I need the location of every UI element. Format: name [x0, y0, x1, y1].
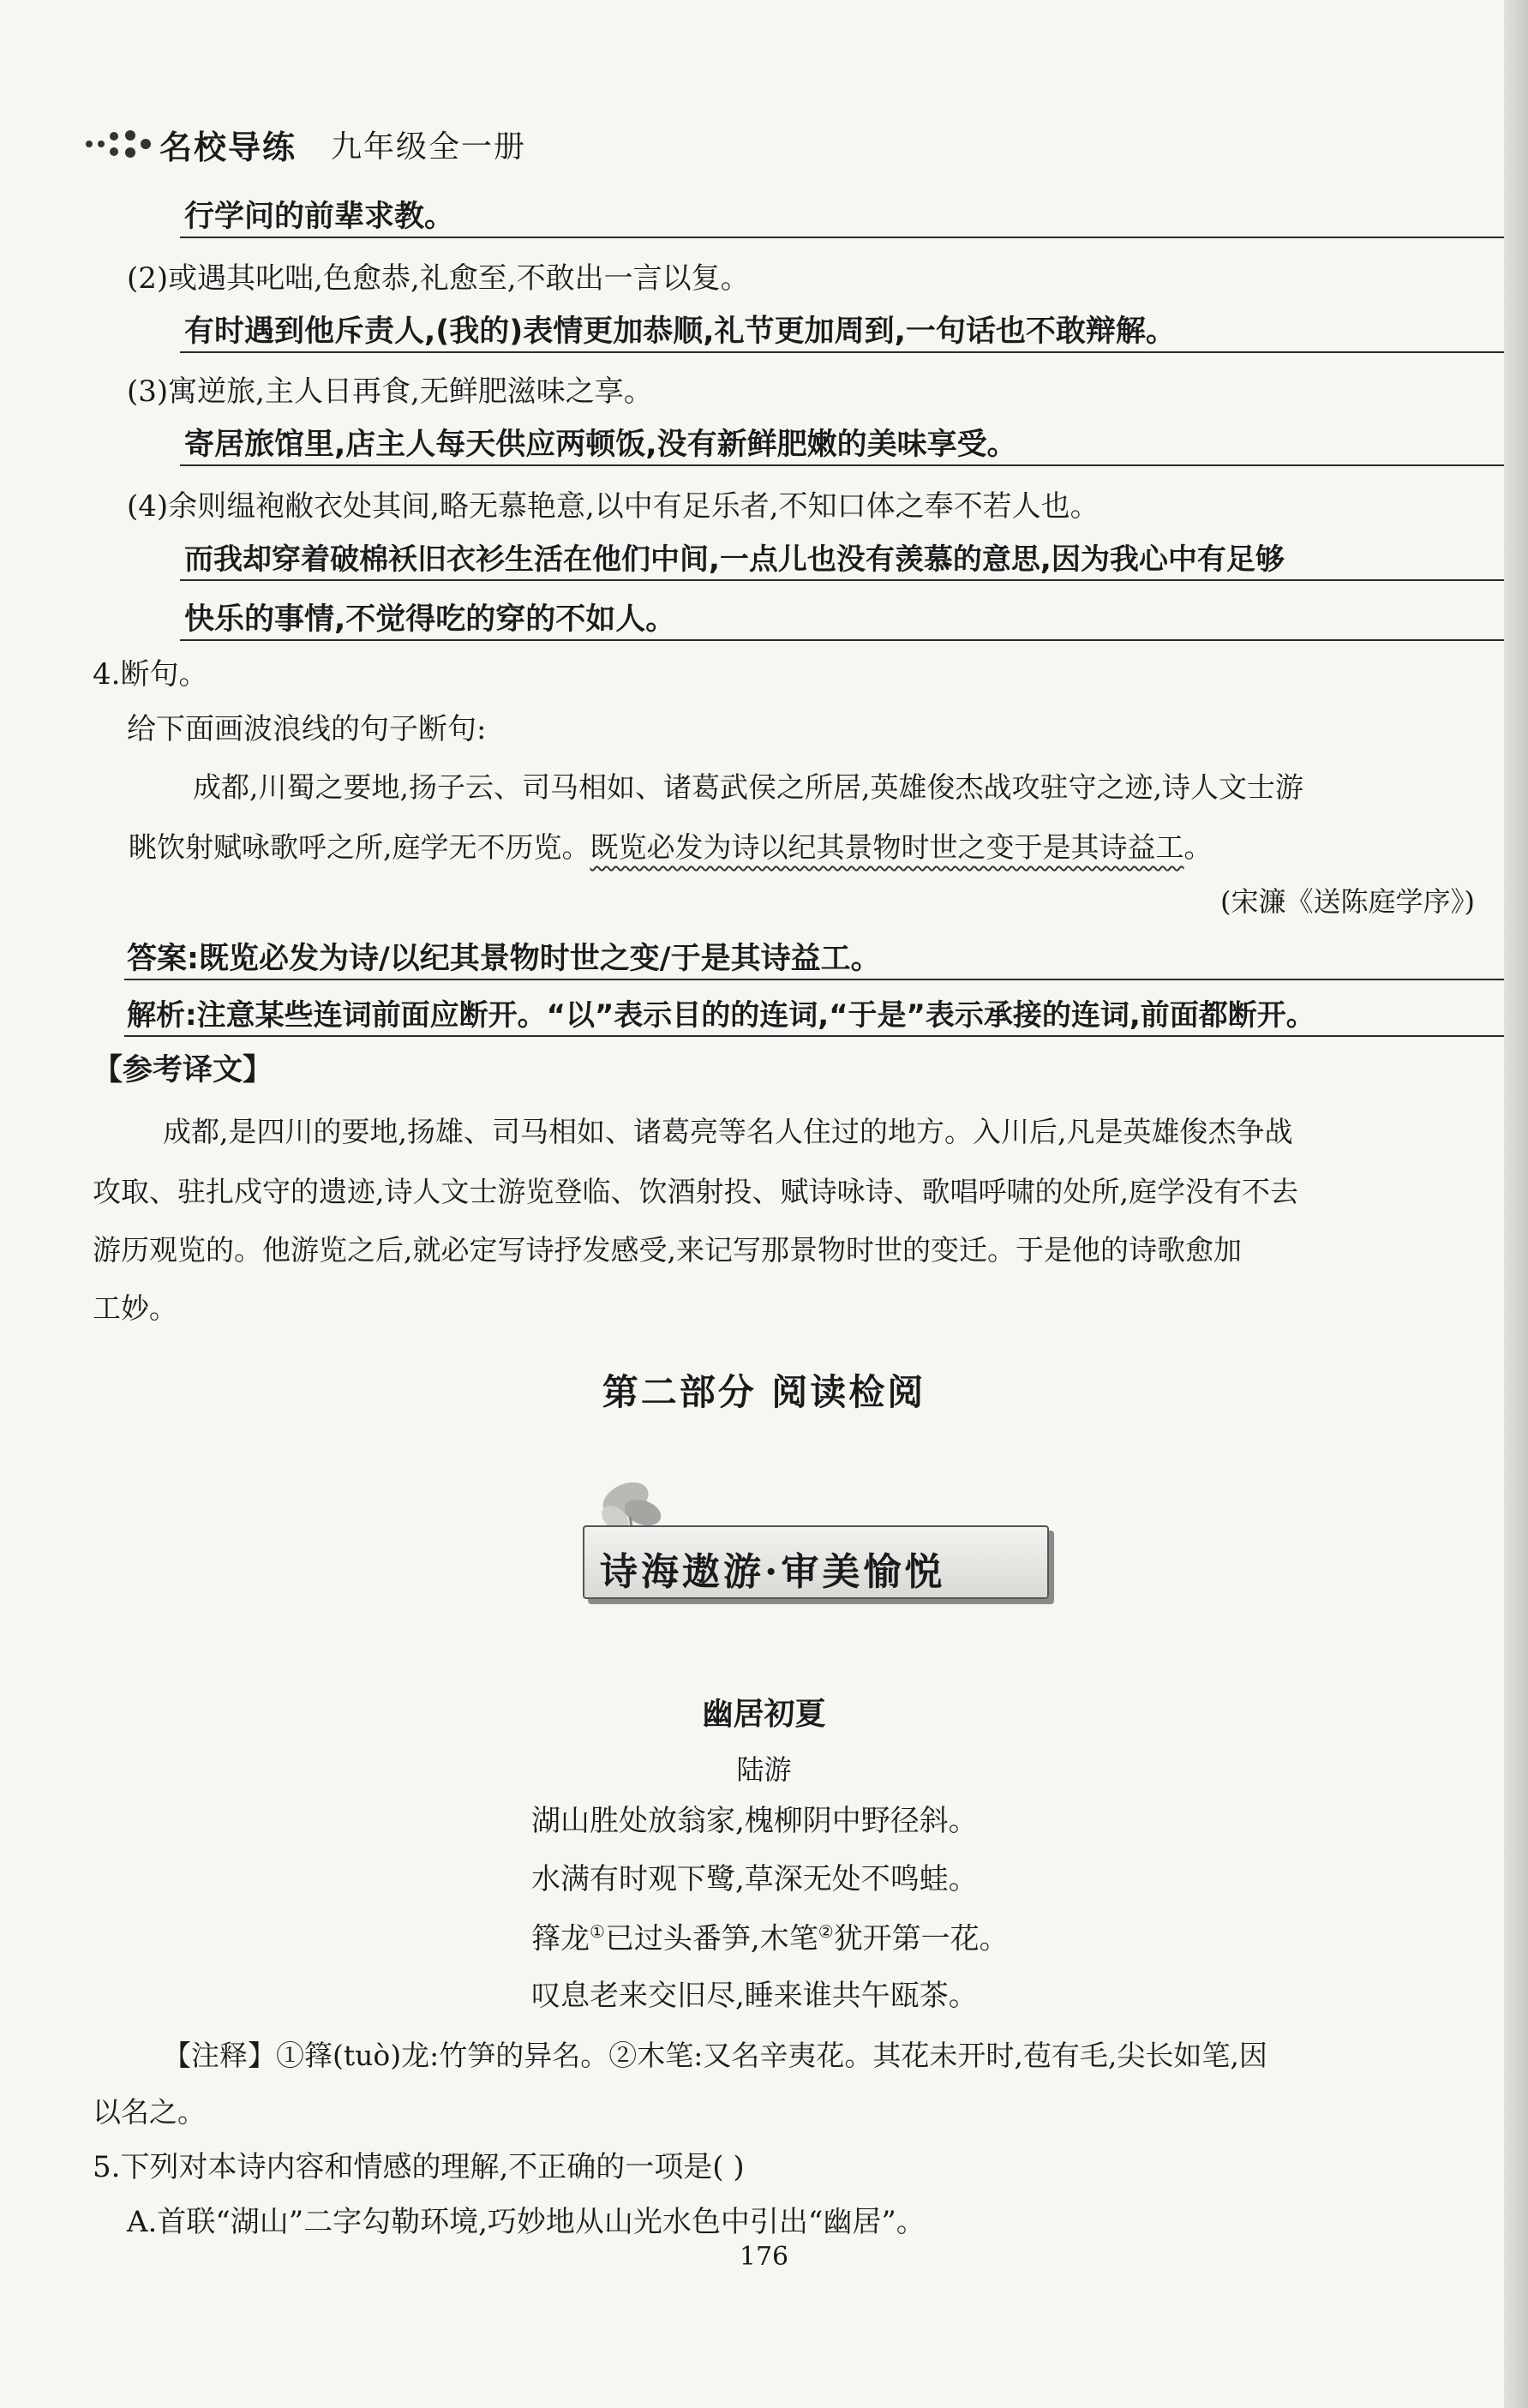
answer-underline: [180, 464, 1504, 466]
poem-line-4: 叹息老来交旧尽,睡来谁共午瓯茶。: [531, 1979, 978, 2013]
notes-line-2: 以名之。: [93, 2095, 206, 2129]
poem-author: 陆游: [736, 1753, 792, 1786]
answer-3: 寄居旅馆里,店主人每天供应两顿饭,没有新鲜肥嫩的美味享受。: [184, 428, 1017, 462]
poem-line-1: 湖山胜处放翁家,槐柳阴中野径斜。: [531, 1804, 978, 1838]
answer-underline: [180, 351, 1504, 353]
question-5-option-a: A.首联“湖山”二字勾勒环境,巧妙地从山光水色中引出“幽居”。: [127, 2205, 926, 2239]
grade-label: 九年级全一册: [331, 129, 527, 165]
translation-line-3: 游历观览的。他游览之后,就必定写诗抒发感受,来记写那景物时世的变迁。于是他的诗歌愈加: [93, 1233, 1242, 1267]
page-header: [86, 118, 526, 170]
banner-label: 诗海遨游·审美愉悦: [600, 1550, 946, 1594]
series-brand: 名校导练: [159, 128, 297, 166]
translation-line-4: 工妙。: [93, 1291, 177, 1325]
section-title: 第二部分 阅读检阅: [602, 1371, 926, 1413]
question-item-3: (3)寓逆旅,主人日再食,无鲜肥滋味之享。: [127, 374, 653, 409]
answer-label-text: 答案:既览必发为诗/以纪其景物时世之变/于是其诗益工。: [127, 942, 881, 976]
passage-plain-text: 眺饮射赋咏歌呼之所,庭学无不历览。: [129, 830, 590, 864]
answer-underline: [124, 979, 1504, 980]
passage-line-1: 成都,川蜀之要地,扬子云、司马相如、诸葛武侯之所居,英雄俊杰战攻驻守之迹,诗人文士游: [193, 770, 1303, 804]
poem-title: 幽居初夏: [702, 1697, 826, 1732]
analysis-text: 解析:注意某些连词前面应断开。“以”表示目的的连词,“于是”表示承接的连词,前面都断开。: [127, 998, 1315, 1033]
translation-heading: 【参考译文】: [93, 1053, 273, 1087]
footnote-mark-2: ②: [818, 1921, 834, 1942]
answer-1-continued: 行学问的前辈求教。: [184, 200, 455, 234]
section-banner: [566, 1465, 1054, 1611]
poem-line-2: 水满有时观下鹭,草深无处不鸣蛙。: [531, 1862, 978, 1896]
poem-line-3-part-a: 箨龙: [531, 1921, 590, 1956]
poem-line-3: [531, 1921, 1009, 1956]
page-number: 176: [739, 2242, 789, 2272]
translation-line-1: 成都,是四川的要地,扬雄、司马相如、诸葛亮等名人住过的地方。入川后,凡是英雄俊杰争战: [163, 1115, 1293, 1148]
poem-line-3-part-b: 已过头番笋,木笔: [604, 1921, 818, 1956]
question-4-instruction: 给下面画波浪线的句子断句:: [127, 712, 487, 746]
answer-underline: [180, 639, 1504, 641]
notes-line-1: 【注释】①箨(tuò)龙:竹笋的异名。②木笔:又名辛夷花。其花未开时,苞有毛,尖长如笔,因: [163, 2039, 1267, 2072]
answer-4-line-2: 快乐的事情,不觉得吃的穿的不如人。: [184, 602, 676, 637]
answer-underline: [124, 1035, 1504, 1037]
question-4-title: 4.断句。: [93, 657, 208, 692]
question-item-4: (4)余则缊袍敝衣处其间,略无慕艳意,以中有足乐者,不知口体之奉不若人也。: [127, 489, 1100, 524]
answer-4-line-1: 而我却穿着破棉袄旧衣衫生活在他们中间,一点儿也没有羡慕的意思,因为我心中有足够: [184, 542, 1285, 577]
poem-line-3-part-c: 犹开第一花。: [833, 1921, 1009, 1956]
footnote-mark-1: ①: [590, 1921, 605, 1942]
question-item-2: (2)或遇其叱咄,色愈恭,礼愈至,不敢出一言以复。: [127, 261, 750, 296]
dots-logo-icon: [86, 127, 154, 161]
book-spine-shadow: [1504, 0, 1528, 2408]
source-citation: (宋濂《送陈庭学序》): [1220, 885, 1475, 918]
answer-2: 有时遇到他斥责人,(我的)表情更加恭顺,礼节更加周到,一句话也不敢辩解。: [184, 314, 1176, 349]
answer-underline: [180, 237, 1504, 238]
translation-line-2: 攻取、驻扎戍守的遗迹,诗人文士游览登临、饮酒射投、赋诗咏诗、歌唱呼啸的处所,庭学没有不去: [93, 1175, 1298, 1208]
passage-line-2: [129, 830, 1213, 864]
passage-end-mark: 。: [1183, 830, 1213, 864]
question-5: 5.下列对本诗内容和情感的理解,不正确的一项是( ): [93, 2150, 745, 2184]
wavy-underlined-sentence: 既览必发为诗以纪其景物时世之变于是其诗益工: [590, 830, 1184, 864]
answer-underline: [180, 579, 1504, 581]
